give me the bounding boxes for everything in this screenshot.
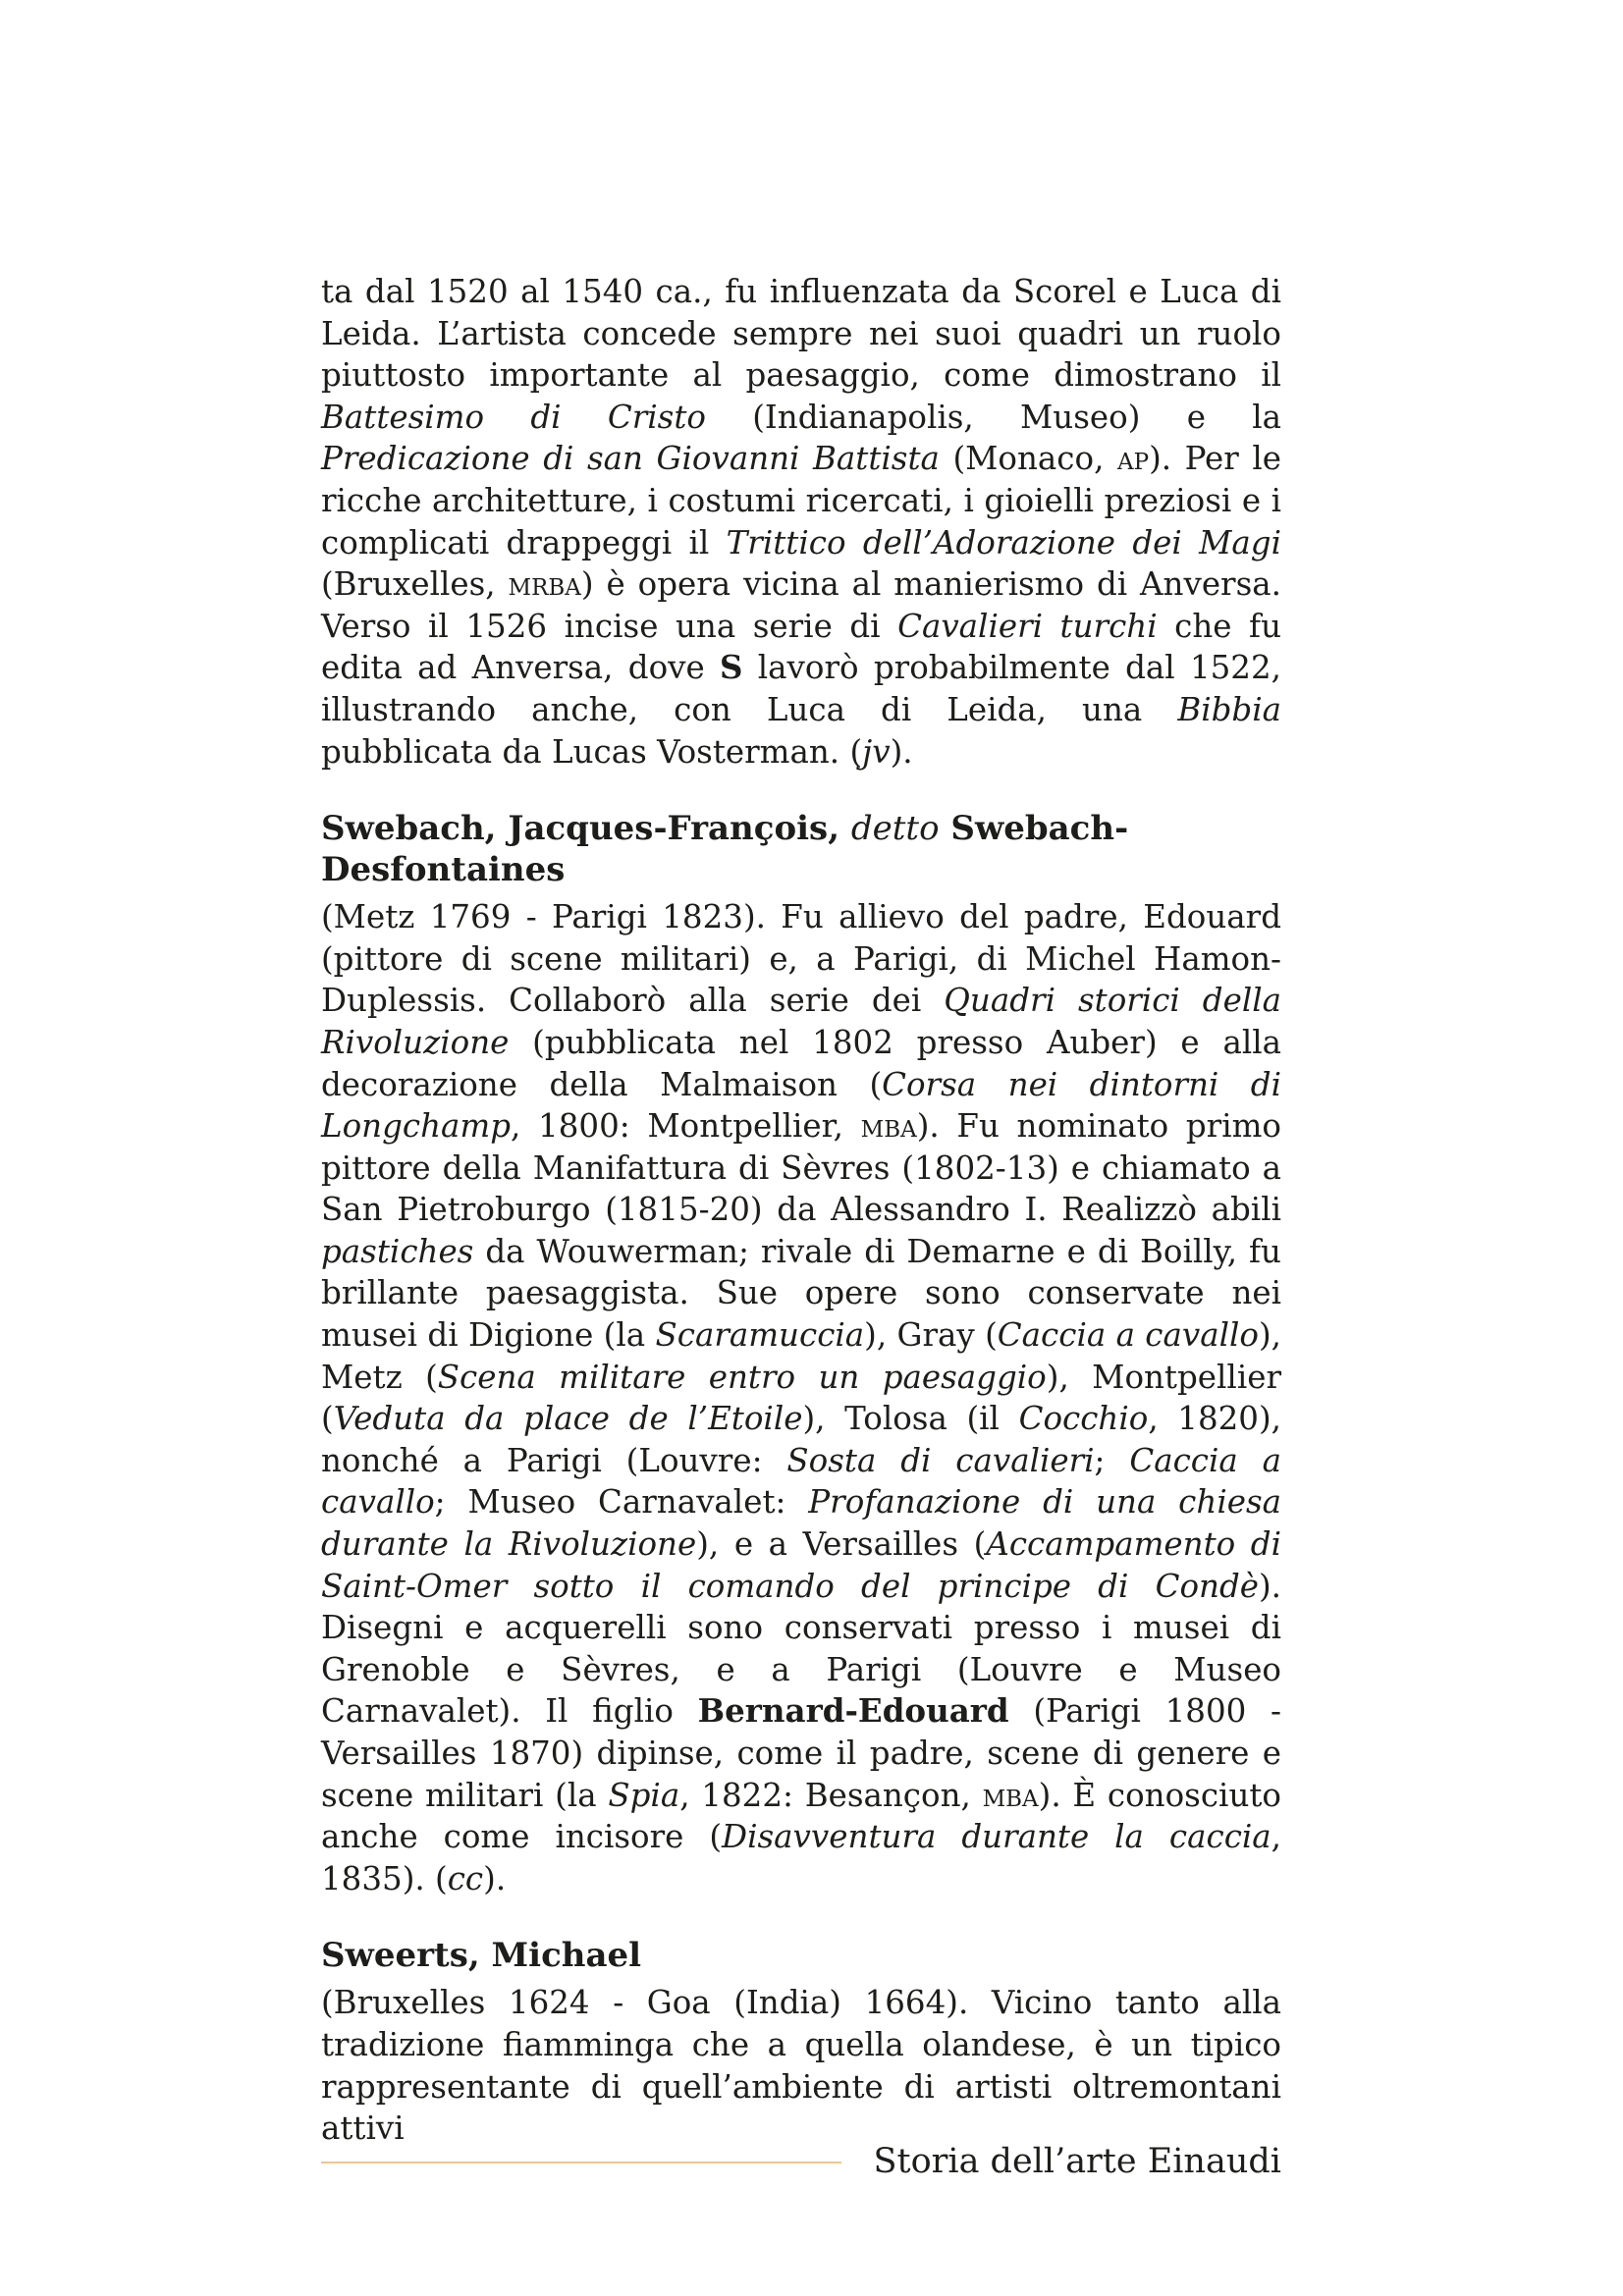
italic-text-run: Disavventura durante la caccia [722, 1818, 1271, 1856]
text-run: ) è opera vicina al manierismo di Anversa. Verso il 1526 incise una serie di [321, 565, 1281, 645]
entry-heading-swebach [321, 808, 1281, 890]
text-run: ). È conosciuto anche come incisore ( [321, 1776, 1281, 1856]
text-run: ), Montpellier ( [321, 1358, 1281, 1438]
italic-text-run: Spia [608, 1776, 680, 1814]
text-run: ), Tolosa (il [802, 1400, 1019, 1438]
text-run: (Parigi 1800 - Versailles 1870) dipinse, come il padre, scene di genere e scene militari (la [321, 1692, 1281, 1814]
entry-heading-sweerts [321, 1935, 1281, 1976]
text-run: ). Fu nominato primo pittore della Manifattura di Sèvres (1802-13) e chiamato a San Pietroburgo (1815-20) da Alessandro I. Realizzò abili [321, 1107, 1281, 1229]
italic-text-run: Veduta da place de l’Etoile [333, 1400, 803, 1438]
italic-text-run: Cocchio [1018, 1400, 1149, 1438]
text-run: , 1835). ( [321, 1818, 1282, 1897]
smallcaps-text-run: mba [860, 1107, 917, 1146]
bold-text-run: S [720, 648, 743, 687]
italic-text-run: Trittico dell’Adorazione dei Magi [726, 523, 1282, 561]
italic-text-run: Scena militare entro un paesaggio [437, 1358, 1047, 1396]
text-run: , 1822: Besançon, [679, 1776, 983, 1814]
page-content [321, 271, 1281, 2150]
smallcaps-text-run: mrba [508, 565, 581, 604]
italic-text-run: cc [447, 1859, 484, 1897]
text-run: ). Disegni e acquerelli sono conservati presso i musei di Grenoble e Sèvres, e a Parigi (Louvre e Museo Carnavalet). Il figlio [321, 1567, 1281, 1731]
text-run: lavorò probabilmente dal 1522, illustrando anche, con Luca di Leida, una [321, 649, 1281, 728]
text-run: ; Museo Carnavalet: [434, 1483, 809, 1522]
text-run: ), Metz ( [321, 1316, 1281, 1396]
italic-text-run: Bibbia [1177, 690, 1281, 728]
italic-text-run: Quadri storici della Rivoluzione [321, 982, 1281, 1061]
italic-text-run: detto [850, 809, 940, 849]
text-run: pubblicata da Lucas Vosterman. ( [321, 732, 863, 771]
bold-text-run: Bernard-Edouard [697, 1691, 1009, 1731]
italic-text-run: Caccia a cavallo [997, 1316, 1259, 1355]
text-run: (Bruxelles, [321, 565, 509, 604]
italic-text-run: jv [862, 732, 891, 771]
italic-text-run: Predicazione di san Giovanni Battista [321, 440, 940, 478]
text-run: Swebach, Jacques-François, [321, 809, 851, 849]
footer-rule [321, 2162, 841, 2163]
text-run: (Monaco, [939, 440, 1117, 478]
italic-text-run: Accampamento di Saint-Omer sotto il comando del principe di Condè [321, 1525, 1282, 1605]
text-run: ), e a Versailles ( [696, 1525, 987, 1564]
text-run: ta dal 1520 al 1540 ca., fu influenzata da Scorel e Luca di Leida. L’artista concede sempre nei suoi quadri un ruolo piuttosto importante al paesaggio, come dimostrano il [321, 273, 1281, 395]
text-run: ). Per le ricche architetture, i costumi ricercati, i gioielli preziosi e i complicati drappeggi il [321, 440, 1281, 561]
text-run: Sweerts, Michael [321, 1936, 642, 1976]
italic-text-run: Scaramuccia [655, 1316, 865, 1355]
publication-title: Storia dell’arte Einaudi [873, 2142, 1281, 2181]
text-run: ). [890, 732, 913, 771]
entry-body-sweerts [321, 1982, 1281, 2149]
italic-text-run: pastiches [321, 1232, 474, 1270]
text-run: da Wouwerman; rivale di Demarne e di Boilly, fu brillante paesaggista. Sue opere sono conservate nei musei di Digione (la [321, 1232, 1281, 1355]
text-run: (pubblicata nel 1802 presso Auber) e alla decorazione della Malmaison ( [321, 1023, 1281, 1103]
text-run: (Metz 1769 - Parigi 1823). Fu allievo del padre, Edouard (pittore di scene militari) e, a Parigi, di Michel Hamon-Duplessis. Collaborò alla serie dei [321, 898, 1281, 1020]
text-run: Swebach-Desfontaines [321, 809, 1129, 890]
text-run: , 1820), nonché a Parigi (Louvre: [321, 1400, 1281, 1479]
text-run: ), Gray ( [864, 1316, 998, 1355]
text-run: ). [483, 1859, 507, 1897]
text-run: ; [1094, 1441, 1130, 1479]
italic-text-run: Corsa nei dintorni di Longchamp [321, 1065, 1281, 1146]
smallcaps-text-run: mba [982, 1776, 1039, 1814]
italic-text-run: Cavalieri turchi [897, 607, 1158, 645]
italic-text-run: Caccia a cavallo [321, 1441, 1282, 1522]
text-run: , 1800: Montpellier, [511, 1107, 861, 1146]
italic-text-run: Sosta di cavalieri [786, 1441, 1095, 1479]
page-footer [321, 2138, 1281, 2187]
entry-body-swebach [321, 896, 1281, 1899]
text-run: (Indianapolis, Museo) e la [705, 398, 1281, 436]
smallcaps-text-run: ap [1116, 440, 1150, 478]
text-run: che fu edita ad Anversa, dove [321, 607, 1281, 687]
italic-text-run: Profanazione di una chiesa durante la Rivoluzione [321, 1483, 1281, 1564]
italic-text-run: Battesimo di Cristo [321, 398, 706, 436]
text-run: (Bruxelles 1624 - Goa (India) 1664). Vicino tanto alla tradizione fiamminga che a quella olandese, è un tipico rappresentante di quell’ambiente di artisti oltremontani attivi [321, 1984, 1281, 2148]
continuation-paragraph [321, 271, 1281, 773]
